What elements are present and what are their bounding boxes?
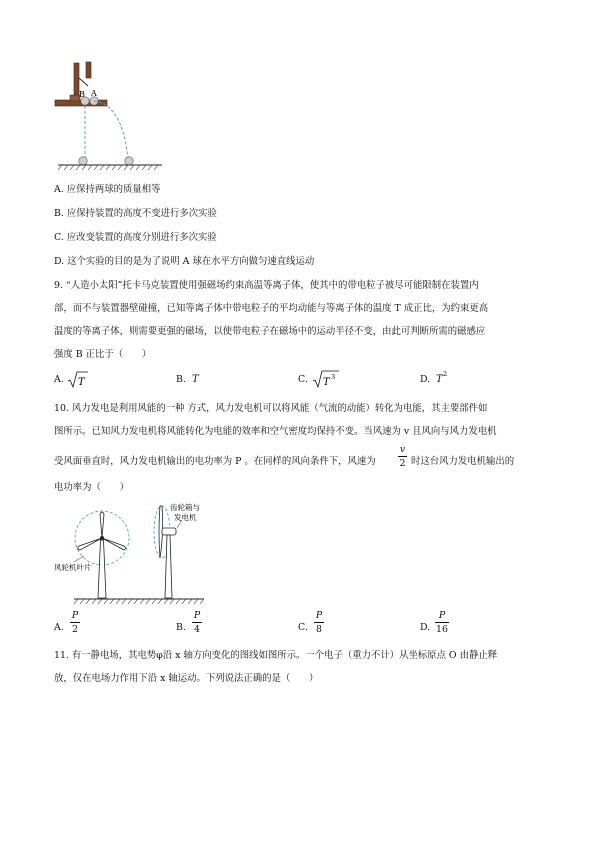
q10-option-d-num: P bbox=[438, 610, 446, 621]
q9-option-a-var: T bbox=[78, 377, 85, 388]
apparatus-hammer bbox=[86, 62, 91, 78]
q9-line-4: 强度 B 正比于（ ） bbox=[54, 349, 152, 360]
blade-right bbox=[102, 538, 126, 550]
q10-line-3b: 时这台风力发电机输出的 bbox=[411, 456, 515, 467]
q10-option-a-den: 2 bbox=[72, 624, 78, 635]
q10-option-c-num: P bbox=[315, 610, 323, 621]
q10-fraction-v-over-2 bbox=[398, 444, 407, 469]
q9-option-c-sqrt bbox=[312, 368, 340, 390]
label-blade: 风轮机叶片 bbox=[54, 563, 92, 572]
wind-turbine-figure bbox=[54, 498, 224, 606]
q9-option-a-sqrt bbox=[67, 370, 89, 390]
q10-option-b-fraction bbox=[192, 610, 202, 635]
q11-line-1: 11. 有一静电场，其电势φ沿 x 轴方向变化的图线如图所示。一个电子（重力不计）从坐标原点 O 由静止释 bbox=[54, 650, 498, 661]
q10-option-c-fraction bbox=[314, 610, 324, 635]
q8-option-a: A. 应保持两球的质量相等 bbox=[54, 184, 161, 195]
q8-option-d: D. 这个实验的目的是为了说明 A 球在水平方向做匀速直线运动 bbox=[54, 256, 315, 267]
q9-option-c-var: T bbox=[323, 377, 330, 388]
q10-option-b-den: 4 bbox=[194, 624, 200, 635]
q10-line-4: 电功率为（ ） bbox=[54, 482, 130, 493]
q10-line-3a: 受风面垂直时，风力发电机输出的电功率为 P 。在同样的风向条件下，风速为 bbox=[54, 456, 376, 467]
label-gearbox-line2: 发电机 bbox=[174, 513, 197, 522]
q9-line-1: 9. “人造小太阳”托卡马克装置使用强磁场约束高温等离子体，使其中的带电粒子被尽可能限制在装置内 bbox=[54, 280, 479, 291]
q10-option-a-fraction bbox=[70, 610, 80, 635]
label-gearbox-line1: 齿轮箱与 bbox=[170, 503, 200, 512]
tower-left bbox=[98, 540, 106, 598]
q10-line-1: 10. 风力发电是利用风能的一种 方式，风力发电机可以将风能（气流的动能）转化为电能，其主要部件如 bbox=[54, 403, 488, 414]
q8-option-b: B. 应保持装置的高度不变进行多次实验 bbox=[54, 208, 217, 219]
q10-line-2: 图所示。已知风力发电机将风能转化为电能的效率和空气密度均保持不变。当风速为 v 且风向与风力发电机 bbox=[54, 426, 497, 437]
q9-option-b-var: T bbox=[192, 374, 199, 385]
q11-line-2: 放，仅在电场力作用下沿 x 轴运动。下列说法正确的是（ ） bbox=[54, 673, 319, 684]
q10-option-c-letter: C. bbox=[298, 622, 308, 633]
q10-option-d-letter: D. bbox=[420, 622, 431, 633]
ball-a-landed bbox=[125, 157, 133, 165]
q10-option-b-num: P bbox=[193, 610, 201, 621]
q10-fraction-denominator: 2 bbox=[399, 458, 406, 469]
q9-option-d-letter: D. bbox=[420, 374, 431, 385]
q10-option-d-den: 16 bbox=[436, 624, 448, 635]
q10-option-d-fraction bbox=[435, 610, 449, 635]
blade-left bbox=[78, 538, 102, 550]
q10-option-a-letter: A. bbox=[54, 622, 64, 633]
q10-option-a-num: P bbox=[71, 610, 79, 621]
label-b: B bbox=[79, 90, 85, 99]
projectile-apparatus-figure bbox=[50, 58, 170, 173]
q9-option-d-exp: 2 bbox=[443, 370, 448, 378]
q8-option-c: C. 应改变装置的高度分别进行多次实验 bbox=[54, 232, 217, 243]
blade-up bbox=[100, 512, 104, 538]
tower-right bbox=[165, 535, 172, 598]
q10-fraction-numerator: v bbox=[399, 444, 406, 455]
nacelle bbox=[162, 528, 176, 535]
q9-option-a-letter: A. bbox=[54, 374, 64, 385]
q9-line-3: 温度的等离子体，则需要更强的磁场，以使带电粒子在磁场中的运动半径不变，由此可判断所需的磁感应 bbox=[54, 326, 486, 337]
q9-option-c-letter: C. bbox=[298, 374, 308, 385]
q9-option-b-letter: B. bbox=[176, 374, 186, 385]
label-a: A bbox=[91, 89, 97, 98]
path-ball-a bbox=[94, 101, 128, 158]
ball-b-landed bbox=[79, 157, 87, 165]
q10-option-c-den: 8 bbox=[316, 624, 322, 635]
q10-option-b-letter: B. bbox=[176, 622, 186, 633]
q9-option-c-exp: 3 bbox=[331, 373, 336, 381]
hub bbox=[100, 536, 104, 540]
q9-line-2: 部，而不与装置器壁碰撞，已知等离子体中带电粒子的平均动能与等离子体的温度 T 成正比，为约束更高 bbox=[54, 303, 489, 314]
q9-option-d-var: T bbox=[436, 374, 443, 385]
